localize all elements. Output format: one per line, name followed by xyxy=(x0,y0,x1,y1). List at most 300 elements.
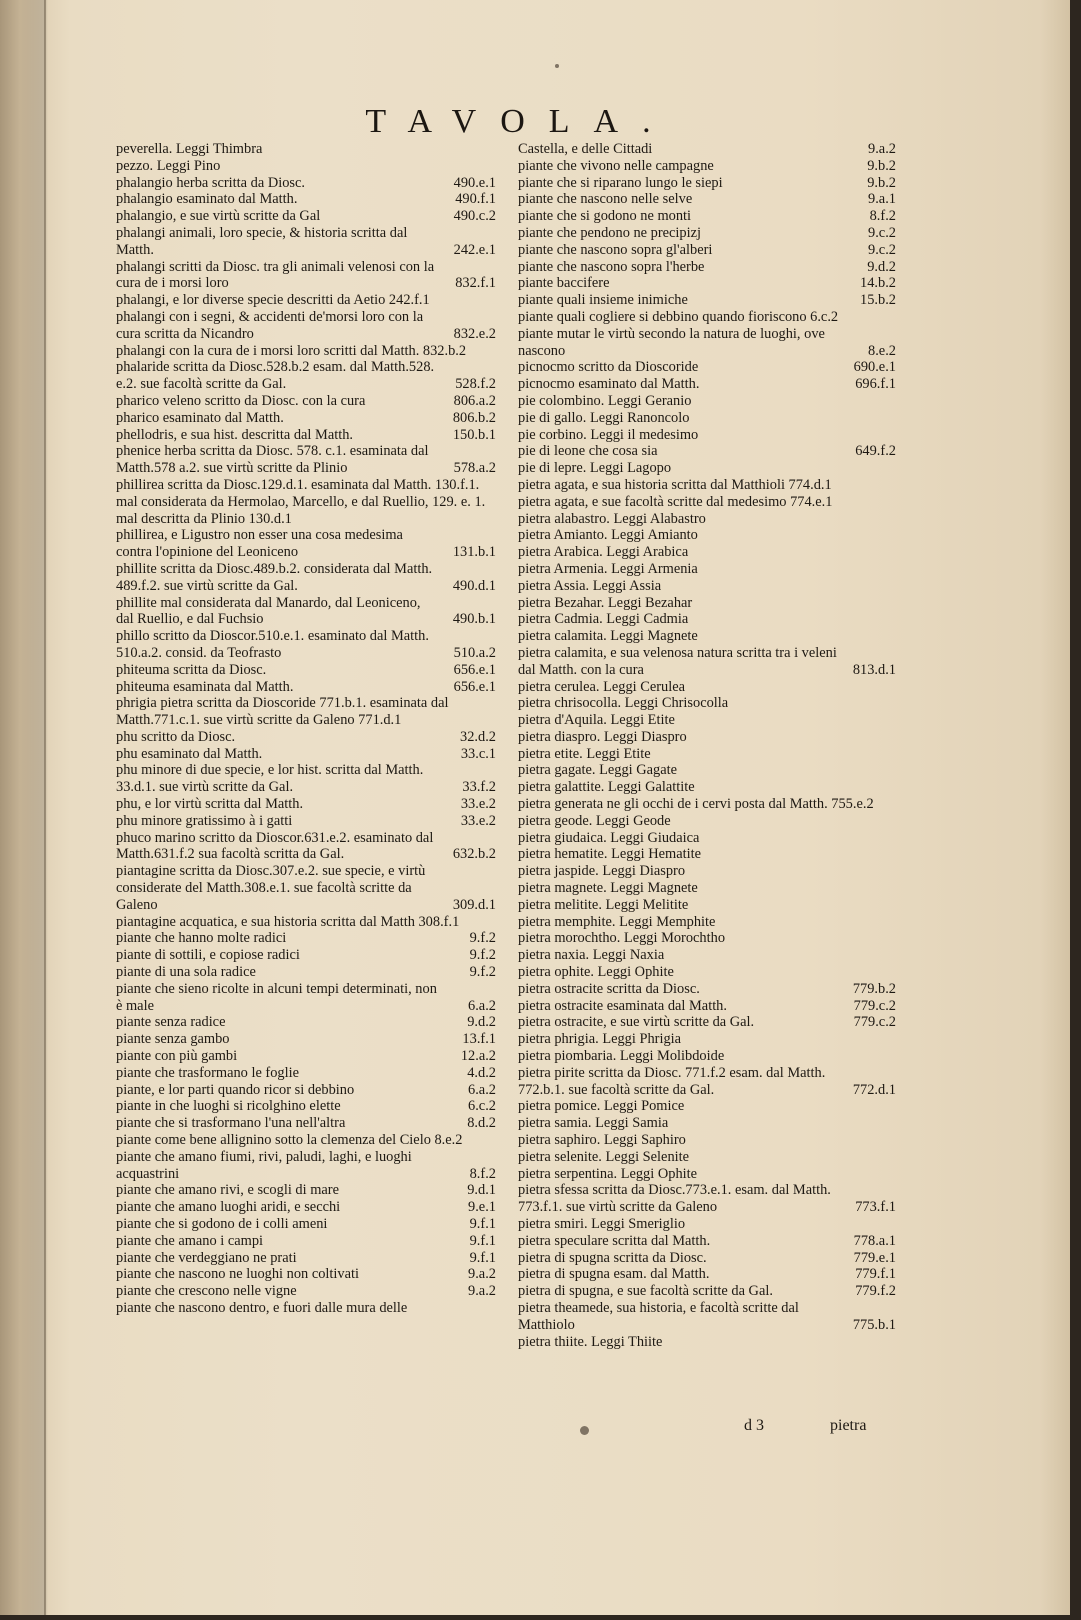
index-entry xyxy=(116,292,496,309)
index-entry xyxy=(518,712,896,729)
entry-reference: 14.b.2 xyxy=(860,275,896,292)
entry-text: pietra Armenia. Leggi Armenia xyxy=(518,560,698,577)
entry-reference: 832.f.1 xyxy=(455,275,496,292)
entry-reference: 9.b.2 xyxy=(867,174,896,191)
entry-text: pietra thiite. Leggi Thiite xyxy=(518,1333,663,1350)
entry-text: phalangi con i segni, & accidenti de'morsi loro con la cura scritta da Nicandro xyxy=(116,308,424,342)
entry-text: pie di leone che cosa sia xyxy=(518,443,658,460)
index-entry xyxy=(518,1115,896,1132)
index-entry xyxy=(116,628,496,662)
entry-text: picnocmo scritto da Dioscoride xyxy=(518,359,699,376)
index-entry xyxy=(518,846,896,863)
index-entry xyxy=(116,208,496,225)
index-entry xyxy=(116,259,496,293)
entry-reference: 779.c.2 xyxy=(853,997,896,1014)
entry-reference: 779.b.2 xyxy=(852,980,896,997)
entry-reference: 242.e.1 xyxy=(453,241,496,258)
index-entry xyxy=(116,964,496,981)
index-entry xyxy=(518,1031,896,1048)
index-entry xyxy=(518,527,896,544)
index-entry xyxy=(518,796,896,813)
entry-reference: 309.d.1 xyxy=(452,896,496,913)
index-entry xyxy=(518,1334,896,1351)
entry-reference: 779.e.1 xyxy=(853,1249,896,1266)
entry-text: pietra di spugna, e sue facoltà scritte da Gal. xyxy=(518,1283,773,1300)
index-entry xyxy=(518,1266,896,1283)
entry-reference: 9.f.1 xyxy=(469,1232,496,1249)
entry-text: piantagine scritta da Diosc.307.e.2. sue specie, e virtù considerate del Matth.308.e.1. sue facoltà scritte da Galeno xyxy=(116,863,426,913)
entry-text: pietra calamita. Leggi Magnete xyxy=(518,628,698,645)
entry-text: pietra generata ne gli occhi de i cervi posta dal Matth. 755.e.2 xyxy=(518,796,874,813)
entry-reference: 8.f.2 xyxy=(869,208,896,225)
entry-text: pietra ostracite scritta da Diosc. xyxy=(518,980,700,997)
entry-text: pietra pomice. Leggi Pomice xyxy=(518,1098,685,1115)
index-entry xyxy=(116,813,496,830)
entry-text: phillirea, e Ligustro non esser una cosa medesima contra l'opinione del Leoniceno xyxy=(116,527,403,561)
entry-reference: 772.d.1 xyxy=(852,1081,896,1098)
index-entry xyxy=(518,695,896,712)
index-entry xyxy=(518,964,896,981)
entry-text: piante che si godono ne monti xyxy=(518,208,692,225)
entry-reference: 12.a.2 xyxy=(460,1048,496,1065)
index-entry xyxy=(518,679,896,696)
entry-reference: 779.c.2 xyxy=(853,1014,896,1031)
entry-text: pietra ophite. Leggi Ophite xyxy=(518,964,674,981)
binding-gutter xyxy=(0,0,48,1615)
entry-text: pietra di spugna scritta da Diosc. xyxy=(518,1249,707,1266)
index-entry xyxy=(518,746,896,763)
entry-reference: 9.f.2 xyxy=(469,964,496,981)
index-entry xyxy=(518,427,896,444)
index-entry xyxy=(518,762,896,779)
index-entry xyxy=(518,628,896,645)
entry-text: piante con più gambi xyxy=(116,1048,238,1065)
index-entry xyxy=(116,930,496,947)
index-entry xyxy=(518,981,896,998)
index-entry xyxy=(518,292,896,309)
index-entry xyxy=(116,1149,496,1183)
entry-text: pietra ostracite, e sue virtù scritte da Gal. xyxy=(518,1014,755,1031)
entry-reference: 9.a.2 xyxy=(868,141,896,157)
entry-reference: 9.f.1 xyxy=(469,1216,496,1232)
index-entry xyxy=(116,695,496,729)
entry-reference: 632.b.2 xyxy=(452,846,496,863)
index-column-left xyxy=(116,141,496,1317)
entry-text: phiteuma esaminata dal Matth. xyxy=(116,678,294,695)
index-entry xyxy=(518,511,896,528)
index-entry xyxy=(518,914,896,931)
index-entry xyxy=(116,1300,496,1317)
entry-text: piante quali cogliere si debbino quando fioriscono 6.c.2 xyxy=(518,308,839,325)
entry-text: pie di lepre. Leggi Lagopo xyxy=(518,460,672,477)
entry-text: pietra smiri. Leggi Smeriglio xyxy=(518,1216,686,1232)
index-entry xyxy=(116,1048,496,1065)
index-entry xyxy=(116,662,496,679)
ink-spot xyxy=(580,1426,589,1435)
index-entry xyxy=(116,393,496,410)
index-entry xyxy=(116,443,496,477)
entry-reference: 33.e.2 xyxy=(460,796,496,813)
index-entry xyxy=(518,1166,896,1183)
index-entry xyxy=(518,393,896,410)
index-entry xyxy=(518,494,896,511)
entry-text: piante che amano fiumi, rivi, paludi, laghi, e luoghi acquastrini xyxy=(116,1148,412,1182)
index-entry xyxy=(116,1233,496,1250)
entry-text: pietra samia. Leggi Samia xyxy=(518,1115,669,1132)
entry-text: piante che amano rivi, e scogli di mare xyxy=(116,1182,339,1199)
index-entry xyxy=(116,527,496,561)
entry-text: piante che sieno ricolte in alcuni tempi determinati, non è male xyxy=(116,980,437,1014)
entry-text: pietra memphite. Leggi Memphite xyxy=(518,913,716,930)
entry-text: phalangi scritti da Diosc. tra gli animali velenosi con la cura de i morsi loro xyxy=(116,258,435,292)
entry-reference: 578.a.2 xyxy=(453,460,496,477)
index-entry xyxy=(518,595,896,612)
entry-reference: 9.c.2 xyxy=(868,224,896,241)
index-entry xyxy=(518,309,896,326)
entry-text: piante che si godono de i colli ameni xyxy=(116,1216,328,1232)
entry-text: piante che nascono ne luoghi non coltivati xyxy=(116,1266,359,1283)
entry-text: phalangio esaminato dal Matth. xyxy=(116,191,298,208)
index-entry xyxy=(116,175,496,192)
index-entry xyxy=(116,1182,496,1199)
index-entry xyxy=(116,595,496,629)
entry-text: pietra chrisocolla. Leggi Chrisocolla xyxy=(518,695,729,712)
index-entry xyxy=(518,1216,896,1233)
index-entry xyxy=(116,141,496,158)
entry-reference: 656.e.1 xyxy=(453,661,496,678)
index-entry xyxy=(518,410,896,427)
entry-text: phuco marino scritto da Dioscor.631.e.2. esaminato dal Matth.631.f.2 sua facoltà scritta da Gal. xyxy=(116,829,434,863)
index-entry xyxy=(518,443,896,460)
index-entry xyxy=(518,460,896,477)
index-entry xyxy=(116,1031,496,1048)
entry-text: Castella, e delle Cittadi xyxy=(518,141,653,157)
entry-reference: 33.f.2 xyxy=(462,779,496,796)
signature-mark: d 3 xyxy=(744,1417,764,1434)
entry-text: piante che vivono nelle campagne xyxy=(518,157,714,174)
index-entry xyxy=(518,729,896,746)
entry-text: pietra cerulea. Leggi Cerulea xyxy=(518,678,685,695)
entry-text: piante che si riparano lungo le siepi xyxy=(518,174,723,191)
index-entry xyxy=(518,779,896,796)
index-entry xyxy=(116,477,496,527)
index-entry xyxy=(116,830,496,864)
entry-reference: 773.f.1 xyxy=(855,1199,896,1216)
index-entry xyxy=(518,1014,896,1031)
index-entry xyxy=(116,1283,496,1300)
entry-text: pietra Amianto. Leggi Amianto xyxy=(518,527,698,544)
index-entry xyxy=(518,880,896,897)
entry-text: phillo scritto da Dioscor.510.e.1. esaminato dal Matth. 510.a.2. consid. da Teofrasto xyxy=(116,628,429,661)
index-entry xyxy=(518,477,896,494)
index-entry xyxy=(518,175,896,192)
entry-reference: 806.b.2 xyxy=(452,409,496,426)
entry-reference: 15.b.2 xyxy=(860,292,896,309)
entry-text: piante che nascono nelle selve xyxy=(518,191,693,208)
entry-text: pezzo. Leggi Pino xyxy=(116,157,221,174)
entry-reference: 8.d.2 xyxy=(467,1115,496,1132)
entry-text: piante, e lor parti quando ricor si debbino xyxy=(116,1081,355,1098)
entry-reference: 490.e.1 xyxy=(453,174,496,191)
index-entry xyxy=(518,1300,896,1334)
entry-text: pietra ostracite esaminata dal Matth. xyxy=(518,997,727,1014)
index-entry xyxy=(518,611,896,628)
entry-reference: 9.f.1 xyxy=(469,1249,496,1266)
entry-reference: 9.a.2 xyxy=(468,1283,496,1300)
entry-text: piante in che luoghi si ricolghino elette xyxy=(116,1098,341,1115)
entry-text: pie di gallo. Leggi Ranoncolo xyxy=(518,409,690,426)
index-entry xyxy=(518,225,896,242)
entry-text: piante senza radice xyxy=(116,1014,226,1031)
entry-reference: 8.f.2 xyxy=(469,1165,496,1182)
entry-reference: 4.d.2 xyxy=(467,1064,496,1081)
entry-text: piante che crescono nelle vigne xyxy=(116,1283,297,1300)
entry-reference: 528.f.2 xyxy=(455,376,496,393)
entry-text: phu, e lor virtù scritta dal Matth. xyxy=(116,796,304,813)
entry-reference: 9.a.1 xyxy=(868,191,896,208)
index-entry xyxy=(116,1098,496,1115)
index-entry xyxy=(518,1182,896,1216)
entry-reference: 6.a.2 xyxy=(468,1081,496,1098)
entry-text: pietra piombaria. Leggi Molibdoide xyxy=(518,1048,725,1065)
entry-text: phillite scritta da Diosc.489.b.2. considerata dal Matth. 489.f.2. sue virtù scritte da Gal. xyxy=(116,560,433,594)
entry-text: phu esaminato dal Matth. xyxy=(116,745,263,762)
entry-text: pietra di spugna esam. dal Matth. xyxy=(518,1266,710,1283)
index-entry xyxy=(518,376,896,393)
index-entry xyxy=(116,410,496,427)
entry-text: phalangi animali, loro specie, & historia scritta dal Matth. xyxy=(116,224,408,258)
entry-text: pietra melitite. Leggi Melitite xyxy=(518,896,689,913)
entry-reference: 9.d.1 xyxy=(467,1182,496,1199)
entry-text: piante che verdeggiano ne prati xyxy=(116,1249,297,1266)
spine-shadow xyxy=(44,0,46,1615)
entry-reference: 9.b.2 xyxy=(867,157,896,174)
entry-text: pietra jaspide. Leggi Diaspro xyxy=(518,863,686,880)
index-entry xyxy=(116,1216,496,1233)
index-entry xyxy=(518,326,896,360)
entry-text: piante che si trasformano l'una nell'altra xyxy=(116,1115,346,1132)
entry-reference: 649.f.2 xyxy=(855,443,896,460)
entry-text: pietra geode. Leggi Geode xyxy=(518,812,671,829)
entry-reference: 131.b.1 xyxy=(452,544,496,561)
entry-text: piantagine acquatica, e sua historia scritta dal Matth 308.f.1 xyxy=(116,913,460,930)
entry-text: phalangi con la cura de i morsi loro scritti dal Matth. 832.b.2 xyxy=(116,342,467,359)
entry-reference: 150.b.1 xyxy=(452,426,496,443)
page-title: TAVOLA. xyxy=(365,103,675,140)
entry-text: phalangio herba scritta da Diosc. xyxy=(116,174,306,191)
entry-reference: 490.f.1 xyxy=(455,191,496,208)
entry-text: phenice herba scritta da Diosc. 578. c.1. esaminata dal Matth.578 a.2. sue virtù scritte da Plinio xyxy=(116,443,429,477)
entry-reference: 806.a.2 xyxy=(453,392,496,409)
index-entry xyxy=(116,561,496,595)
entry-text: phalangio, e sue virtù scritte da Gal xyxy=(116,208,321,225)
entry-text: pietra alabastro. Leggi Alabastro xyxy=(518,510,706,527)
index-entry xyxy=(518,813,896,830)
index-entry xyxy=(518,1098,896,1115)
entry-text: peverella. Leggi Thimbra xyxy=(116,141,263,157)
entry-reference: 6.a.2 xyxy=(468,997,496,1014)
index-entry xyxy=(116,746,496,763)
entry-text: pietra morochtho. Leggi Morochtho xyxy=(518,930,726,947)
entry-text: piante che nascono sopra gl'alberi xyxy=(518,241,713,258)
index-entry xyxy=(518,897,896,914)
index-entry xyxy=(116,762,496,796)
index-entry xyxy=(518,275,896,292)
entry-reference: 656.e.1 xyxy=(453,678,496,695)
entry-text: piante che amano i campi xyxy=(116,1232,264,1249)
entry-text: piante senza gambo xyxy=(116,1031,230,1048)
entry-text: piante che trasformano le foglie xyxy=(116,1064,300,1081)
index-entry xyxy=(116,863,496,913)
index-entry xyxy=(518,998,896,1015)
index-entry xyxy=(116,359,496,393)
index-entry xyxy=(116,1266,496,1283)
index-entry xyxy=(116,309,496,343)
entry-text: piante di sottili, e copiose radici xyxy=(116,947,300,964)
entry-text: phillite mal considerata dal Manardo, dal Leoniceno, dal Ruellio, e dal Fuchsio xyxy=(116,594,421,628)
entry-reference: 779.f.1 xyxy=(855,1266,896,1283)
entry-text: pie colombino. Leggi Geranio xyxy=(518,392,692,409)
entry-reference: 32.d.2 xyxy=(460,728,496,745)
index-entry xyxy=(518,1283,896,1300)
index-entry xyxy=(518,1250,896,1267)
entry-reference: 696.f.1 xyxy=(855,376,896,393)
entry-reference: 490.c.2 xyxy=(453,208,496,225)
entry-reference: 9.d.2 xyxy=(867,258,896,275)
entry-text: pietra agata, e sue facoltà scritte dal medesimo 774.e.1 xyxy=(518,493,833,510)
entry-text: pietra naxia. Leggi Naxia xyxy=(518,947,665,964)
index-entry xyxy=(116,947,496,964)
entry-text: pietra calamita, e sua velenosa natura scritta tra i veleni dal Matth. con la cura xyxy=(518,644,837,678)
entry-text: pietra galattite. Leggi Galattite xyxy=(518,779,695,796)
entry-text: piante quali insieme inimiche xyxy=(518,292,688,309)
entry-text: piante che nascono sopra l'herbe xyxy=(518,258,705,275)
entry-text: pietra giudaica. Leggi Giudaica xyxy=(518,829,700,846)
index-column-right xyxy=(518,141,896,1350)
entry-reference: 690.e.1 xyxy=(853,359,896,376)
entry-text: pharico esaminato dal Matth. xyxy=(116,409,284,426)
index-entry xyxy=(116,914,496,931)
index-entry xyxy=(518,359,896,376)
entry-text: piante che pendono ne precipizj xyxy=(518,224,702,241)
index-entry xyxy=(518,561,896,578)
entry-text: phrigia pietra scritta da Dioscoride 771.b.1. esaminata dal Matth.771.c.1. sue virtù scritte da Galeno 771.d.1 xyxy=(116,695,449,729)
index-entry xyxy=(116,1250,496,1267)
index-entry xyxy=(116,1082,496,1099)
entry-reference: 813.d.1 xyxy=(852,661,896,678)
entry-text: pietra diaspro. Leggi Diaspro xyxy=(518,728,687,745)
entry-text: phillirea scritta da Diosc.129.d.1. esaminata dal Matth. 130.f.1. mal considerata da Hermolao, Marcello, e dal Ruellio, 129. e. 1. mal descritta da Plinio 130.d.1 xyxy=(116,476,486,527)
entry-reference: 8.e.2 xyxy=(868,342,896,359)
index-entry xyxy=(518,930,896,947)
index-entry xyxy=(518,1048,896,1065)
index-entry xyxy=(116,1014,496,1031)
index-entry xyxy=(116,1065,496,1082)
entry-text: pietra Cadmia. Leggi Cadmia xyxy=(518,611,689,628)
entry-text: phu scritto da Diosc. xyxy=(116,728,236,745)
index-entry xyxy=(116,679,496,696)
entry-reference: 33.c.1 xyxy=(460,745,496,762)
index-entry xyxy=(116,158,496,175)
entry-reference: 775.b.1 xyxy=(852,1316,896,1333)
index-entry xyxy=(518,1065,896,1099)
entry-text: piante che amano luoghi aridi, e secchi xyxy=(116,1199,341,1216)
entry-text: phiteuma scritta da Diosc. xyxy=(116,661,267,678)
entry-text: phalaride scritta da Diosc.528.b.2 esam. dal Matth.528. e.2. sue facoltà scritte da Gal. xyxy=(116,359,435,393)
entry-reference: 510.a.2 xyxy=(453,644,496,661)
index-entry xyxy=(518,191,896,208)
entry-text: pietra agata, e sua historia scritta dal Matthioli 774.d.1 xyxy=(518,476,832,493)
index-entry xyxy=(518,947,896,964)
index-entry xyxy=(518,1233,896,1250)
entry-reference: 9.f.2 xyxy=(469,947,496,964)
entry-text: pietra phrigia. Leggi Phrigia xyxy=(518,1031,682,1048)
entry-text: phellodris, e sua hist. descritta dal Matth. xyxy=(116,426,353,443)
entry-text: piante come bene allignino sotto la clemenza del Cielo 8.e.2 xyxy=(116,1132,463,1149)
index-entry xyxy=(116,225,496,259)
entry-text: pietra pirite scritta da Diosc. 771.f.2 esam. dal Matth. 772.b.1. sue facoltà scritte da Gal. xyxy=(518,1064,826,1098)
entry-text: piante mutar le virtù secondo la natura de luoghi, ove nascono xyxy=(518,325,825,359)
index-entry xyxy=(518,645,896,679)
entry-reference: 832.e.2 xyxy=(453,325,496,342)
entry-text: pietra magnete. Leggi Magnete xyxy=(518,880,698,897)
entry-text: pietra Bezahar. Leggi Bezahar xyxy=(518,594,693,611)
index-entry xyxy=(116,729,496,746)
entry-text: pietra theamede, sua historia, e facoltà scritte dal Matthiolo xyxy=(518,1299,799,1333)
index-entry xyxy=(116,796,496,813)
index-entry xyxy=(518,141,896,158)
entry-text: pietra sfessa scritta da Diosc.773.e.1. esam. dal Matth. 773.f.1. sue virtù scritte da Galeno xyxy=(518,1182,831,1216)
entry-text: pietra etite. Leggi Etite xyxy=(518,745,651,762)
index-entry xyxy=(116,191,496,208)
index-entry xyxy=(518,578,896,595)
entry-text: phu minore gratissimo à i gatti xyxy=(116,812,293,829)
entry-text: pietra gagate. Leggi Gagate xyxy=(518,762,678,779)
entry-text: pietra speculare scritta dal Matth. xyxy=(518,1232,711,1249)
index-entry xyxy=(116,343,496,360)
index-entry xyxy=(518,1149,896,1166)
entry-reference: 9.c.2 xyxy=(868,241,896,258)
entry-text: pietra saphiro. Leggi Saphiro xyxy=(518,1132,686,1149)
entry-text: pietra Assia. Leggi Assia xyxy=(518,577,662,594)
entry-reference: 9.d.2 xyxy=(467,1014,496,1031)
entry-text: pietra d'Aquila. Leggi Etite xyxy=(518,712,675,729)
entry-text: phu minore di due specie, e lor hist. scritta dal Matth. 33.d.1. sue virtù scritte da Gal. xyxy=(116,762,424,796)
index-entry xyxy=(116,981,496,1015)
entry-reference: 490.b.1 xyxy=(452,611,496,628)
entry-reference: 9.e.1 xyxy=(468,1199,496,1216)
entry-reference: 490.d.1 xyxy=(452,577,496,594)
entry-text: pie corbino. Leggi il medesimo xyxy=(518,426,699,443)
index-entry xyxy=(518,259,896,276)
index-entry xyxy=(116,427,496,444)
entry-text: picnocmo esaminato dal Matth. xyxy=(518,376,700,393)
entry-text: pietra selenite. Leggi Selenite xyxy=(518,1148,690,1165)
entry-text: pharico veleno scritto da Diosc. con la cura xyxy=(116,392,366,409)
index-entry xyxy=(518,863,896,880)
index-entry xyxy=(518,1132,896,1149)
entry-text: piante baccifere xyxy=(518,275,610,292)
entry-text: pietra hematite. Leggi Hematite xyxy=(518,846,702,863)
entry-text: pietra serpentina. Leggi Ophite xyxy=(518,1165,698,1182)
entry-reference: 9.a.2 xyxy=(468,1266,496,1283)
entry-text: pietra Arabica. Leggi Arabica xyxy=(518,544,689,561)
entry-text: phalangi, e lor diverse specie descritti da Aetio 242.f.1 xyxy=(116,292,430,309)
index-entry xyxy=(116,1115,496,1132)
index-entry xyxy=(116,1132,496,1149)
index-entry xyxy=(518,208,896,225)
entry-text: piante di una sola radice xyxy=(116,964,256,981)
